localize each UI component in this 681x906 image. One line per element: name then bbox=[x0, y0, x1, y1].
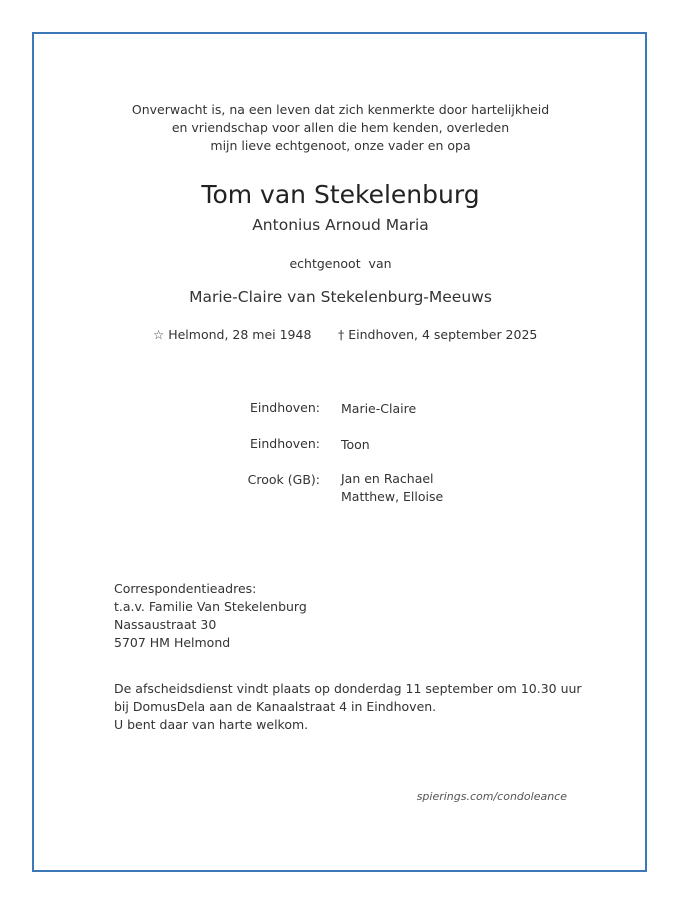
intro-line: mijn lieve echtgenoot, onze vader en opa bbox=[210, 138, 471, 153]
family-place: Crook (GB): bbox=[247, 472, 320, 487]
death-text: Eindhoven, 4 september 2025 bbox=[348, 327, 538, 342]
service-line: De afscheidsdienst vindt plaats op donderdag 11 september om 10.30 uur bbox=[114, 681, 582, 696]
family-place: Eindhoven: bbox=[249, 436, 320, 451]
address-line: t.a.v. Familie Van Stekelenburg bbox=[114, 599, 307, 614]
family-name: Marie-Claire bbox=[341, 401, 417, 416]
family-names bbox=[341, 436, 370, 454]
address-line: Correspondentieadres: bbox=[114, 581, 257, 596]
service-line: bij DomusDela aan de Kanaalstraat 4 in Eindhoven. bbox=[114, 699, 437, 714]
deceased-given-names: Antonius Arnoud Maria bbox=[252, 216, 429, 234]
card-border bbox=[32, 32, 647, 872]
family-name: Jan en Rachael bbox=[341, 471, 434, 486]
family-name: Matthew, Elloise bbox=[341, 489, 444, 504]
address-line: 5707 HM Helmond bbox=[114, 635, 231, 650]
death-info bbox=[338, 327, 537, 342]
family-name: Toon bbox=[341, 437, 370, 452]
birth-text: Helmond, 28 mei 1948 bbox=[168, 327, 312, 342]
cross-icon: † bbox=[338, 327, 345, 342]
spouse-name: Marie-Claire van Stekelenburg-Meeuws bbox=[189, 288, 492, 306]
family-names bbox=[341, 470, 443, 506]
intro-line: en vriendschap voor allen die hem kenden, overleden bbox=[171, 120, 510, 135]
condolence-url: spierings.com/condoleance bbox=[416, 790, 567, 803]
family-names bbox=[341, 400, 416, 418]
service-info bbox=[114, 680, 582, 734]
family-place: Eindhoven: bbox=[249, 400, 320, 415]
correspondence-address bbox=[114, 580, 307, 652]
intro-line: Onverwacht is, na een leven dat zich kenmerkte door hartelijkheid bbox=[131, 102, 550, 117]
star-icon: ☆ bbox=[153, 327, 165, 342]
service-line: U bent daar van harte welkom. bbox=[114, 717, 309, 732]
spouse-label: echtgenoot van bbox=[289, 256, 392, 271]
address-line: Nassaustraat 30 bbox=[114, 617, 217, 632]
deceased-name: Tom van Stekelenburg bbox=[201, 180, 480, 209]
birth-info bbox=[153, 327, 311, 342]
intro-text bbox=[0, 101, 681, 155]
